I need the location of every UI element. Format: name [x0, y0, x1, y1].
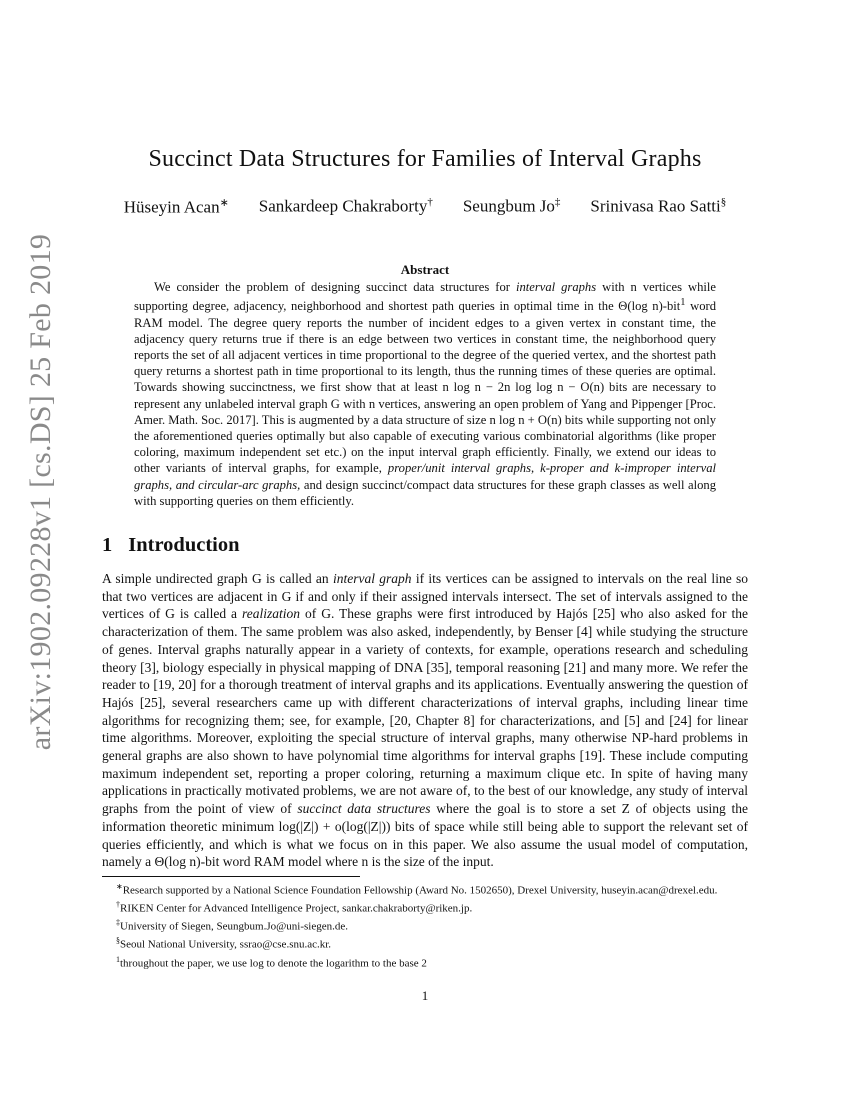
- author: [124, 196, 229, 218]
- section-title: Introduction: [128, 534, 240, 556]
- footnote: [102, 880, 748, 898]
- footnote-mark: †: [116, 900, 120, 910]
- footnotes: [102, 880, 748, 971]
- author-mark: §: [720, 196, 727, 208]
- footnote-text: throughout the paper, we use log to denote the logarithm to the base 2: [120, 957, 427, 970]
- abstract-emphasis: interval graphs: [515, 280, 597, 294]
- author-name: Hüseyin Acan: [123, 197, 220, 217]
- abstract-segment: word RAM model. The degree query reports the number of incident edges to a given vertex in constant time, the adjacency query returns true if there is an edge between two vertices in constant time, the neighborhood query reports the set of all adjacent vertices in time proportional to the degree of the queried vertex, and the shortest path query returns a shortest path in time proportional to its length, thus the running times of these queries are optimal. Towards showing succinctness, we first show that at least n log n − 2n log log n − O(n) bits are necessary to represent any unlabeled interval graph G with n vertices, answering an open problem of Yang and Pippenger [Proc. Amer. Math. Soc. 2017]. This is augmented by a data structure of size n log n + O(n) bits while supporting not only the aforementioned queries optimally but also capable of executing various combinatorial algorithms (like proper coloring, maximum independent set etc.) on the input interval graph efficiently. Finally, we extend our ideas to other variants of interval graphs, for example,: [134, 299, 717, 476]
- abstract-heading: Abstract: [400, 262, 450, 277]
- intro-emphasis: interval graph: [332, 571, 412, 586]
- author-name: Seungbum Jo: [462, 196, 555, 216]
- footnote-mark: ‡: [116, 918, 120, 928]
- author-mark: ∗: [219, 197, 229, 209]
- footnote-mark: 1: [116, 954, 120, 964]
- section-heading: [102, 534, 240, 557]
- footnote: [102, 916, 748, 934]
- abstract-emphasis: proper/unit interval graphs, k-proper and k-improper interval graphs, and circular-arc graphs,: [134, 461, 716, 492]
- intro-segment: if its vertices can be assigned to intervals on the real line so that two vertices are adjacent in G if and only if their assigned intervals intersect. The set of intervals assigned to the vertices of G is called a: [102, 571, 748, 622]
- page-number: 1: [421, 988, 429, 1003]
- author: [463, 196, 561, 218]
- footnote-divider: [102, 876, 360, 877]
- author-mark: †: [427, 196, 433, 208]
- intro-emphasis: succinct data structures: [297, 801, 431, 817]
- intro-segment: A simple undirected graph G is called an: [102, 571, 333, 586]
- intro-segment: of G. These graphs were first introduced by Hajós [25] who also asked for the characterization of them. The same problem was also asked, independently, by Benser [4] while studying the structure of genes. Interval graphs naturally appear in a variety of contexts, for example, operations research and scheduling theory [3], biology especially in physical mapping of DNA [35], temporal reasoning [21] and many more. We refer the reader to [19, 20] for a thorough treatment of interval graphs and its applications. Eventually answering the question of Hajós [25], several researchers came up with different characterizations of interval graphs, including linear time algorithms for recognizing them; see, for example, [20, Chapter 8] for characterizations, and [5] and [24] for linear time algorithms. Moreover, exploiting the special structure of interval graphs, many otherwise NP-hard problems in general graphs are also shown to have polynomial time algorithms for interval graphs [19]. These include computing maximum independent set, reporting a proper coloring, returning a maximum clique etc. In spite of having many applications in practically motivated problems, we are not aware of, to the best of our knowledge, any study of interval graphs from the point of view of: [102, 606, 749, 817]
- author-list: [100, 196, 750, 218]
- abstract-segment: with n vertices while supporting degree, adjacency, neighborhood and shortest path queries in optimal time in the Θ(log n)-bit: [134, 280, 716, 314]
- intro-segment: where the goal is to store a set Z of objects using the information theoretic minimum log(|Z|) + o(log(|Z|)) bits of space while still being able to support the relevant set of queries efficiently, and which is what we focus on in this paper. We also assume the usual model of computation, namely a Θ(log n)-bit word RAM model where n is the size of the input.: [102, 801, 748, 870]
- footnote: [102, 953, 748, 971]
- footnote-text: Seoul National University, ssrao@cse.snu.ac.kr.: [120, 939, 332, 952]
- abstract-segment: We consider the problem of designing succinct data structures for: [154, 280, 516, 294]
- abstract-text: [134, 279, 716, 509]
- section-number: 1: [102, 534, 113, 556]
- paper-title: Succinct Data Structures for Families of Interval Graphs: [148, 146, 702, 172]
- author-mark: ‡: [554, 196, 561, 208]
- footnote-text: University of Siegen, Seungbum.Jo@uni-siegen.de.: [120, 920, 348, 933]
- footnote-text: Research supported by a National Science Foundation Fellowship (Award No. 1502650), Drexel University, huseyin.acan@drexel.edu.: [122, 884, 718, 897]
- author-name: Srinivasa Rao Satti: [590, 196, 721, 216]
- author: [259, 196, 433, 218]
- abstract-segment: and design succinct/compact data structures for these graph classes as well along with supporting queries on them efficiently.: [134, 477, 717, 508]
- intro-emphasis: realization: [242, 606, 301, 622]
- arxiv-side-stamp: [18, 233, 64, 751]
- arxiv-identifier: arXiv:1902.09228v1 [cs.DS] 25 Feb 2019: [24, 233, 57, 751]
- footnote-mark: §: [116, 936, 120, 946]
- footnote-text: RIKEN Center for Advanced Intelligence Project, sankar.chakraborty@riken.jp.: [120, 902, 473, 915]
- footnote-mark: ∗: [116, 882, 123, 891]
- footnote: [102, 898, 748, 916]
- author-name: Sankardeep Chakraborty: [258, 196, 428, 216]
- author: [590, 196, 726, 218]
- footnote: [102, 934, 748, 952]
- introduction-paragraph: [102, 570, 748, 871]
- footnote-reference: 1: [680, 297, 686, 309]
